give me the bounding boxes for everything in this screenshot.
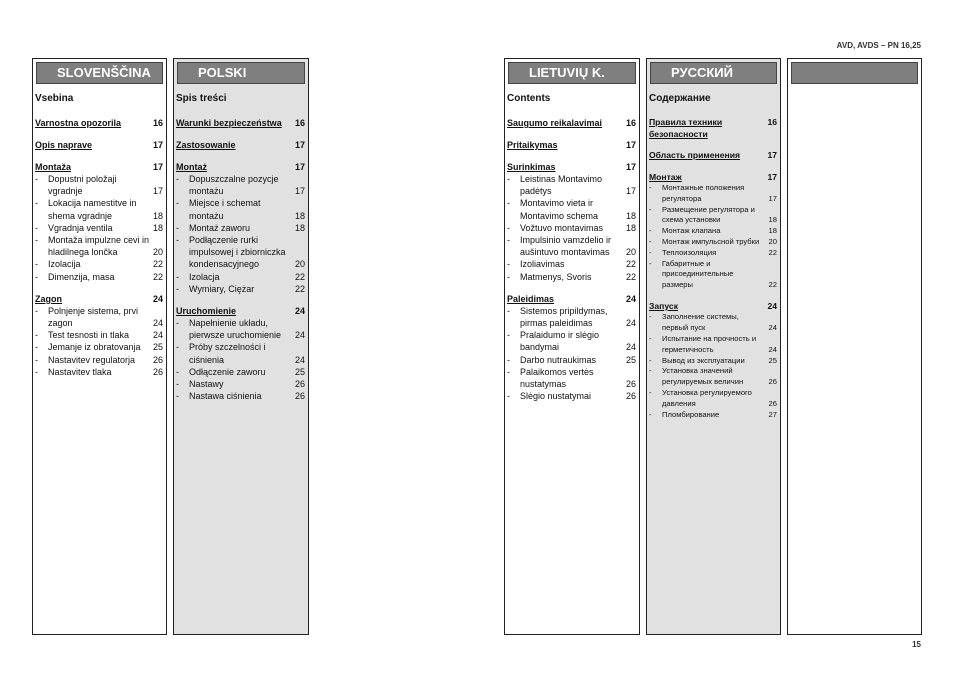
section-page: 24 xyxy=(767,300,777,311)
toc-section[interactable] xyxy=(649,301,777,313)
toc-section[interactable] xyxy=(649,117,777,140)
item-dash: - xyxy=(507,198,510,209)
item-label: Монтаж клапана xyxy=(662,226,721,236)
section-page: 17 xyxy=(152,162,163,172)
item-label: Установка регулируемого давления xyxy=(662,388,752,408)
section-label[interactable]: Правила техники безопасности xyxy=(649,117,723,139)
item-page: 18 xyxy=(152,210,163,221)
item-dash: - xyxy=(176,283,179,294)
toc-item[interactable] xyxy=(649,312,777,334)
toc-item[interactable] xyxy=(35,305,163,329)
toc-item[interactable] xyxy=(649,410,777,421)
toc-body xyxy=(176,93,305,412)
toc-item[interactable] xyxy=(649,183,777,205)
item-page: 20 xyxy=(152,247,163,258)
item-label: Wymiary, Ciężar xyxy=(189,283,255,294)
item-label: Заполнение системы, первый пуск xyxy=(662,312,739,333)
item-label: Vožtuvo montavimas xyxy=(520,222,604,233)
item-label: Испытание на прочность и герметичность xyxy=(662,334,757,354)
toc-item[interactable] xyxy=(507,366,636,390)
toc-item[interactable] xyxy=(35,271,163,283)
item-page: 22 xyxy=(294,283,305,294)
toc-section[interactable] xyxy=(507,161,636,173)
section-page: 17 xyxy=(767,150,777,160)
item-label: Nastavitev regulatorja xyxy=(48,354,136,365)
toc-item[interactable] xyxy=(649,205,777,227)
item-label: Dopustni položaji vgradnje xyxy=(48,174,117,197)
item-dash: - xyxy=(35,259,38,270)
toc-item[interactable] xyxy=(176,197,305,221)
language-heading: LIETUVIŲ K. xyxy=(508,62,636,84)
item-dash: - xyxy=(35,342,38,353)
section-label[interactable]: Surinkimas xyxy=(507,162,556,172)
item-page: 26 xyxy=(294,379,305,390)
item-dash: - xyxy=(507,366,510,377)
toc-item[interactable] xyxy=(35,173,163,197)
item-dash: - xyxy=(176,174,179,184)
item-label: Dopuszczalne pozycje montażu xyxy=(189,174,279,197)
item-page: 26 xyxy=(152,354,163,365)
section-spacer xyxy=(507,283,636,293)
item-page: 18 xyxy=(294,210,305,221)
item-page: 20 xyxy=(625,247,636,258)
section-spacer xyxy=(507,129,636,139)
item-page: 20 xyxy=(768,236,777,246)
section-spacer xyxy=(649,420,777,430)
contents-title: Содержание xyxy=(649,93,711,104)
item-label: Монтажные положения регулятора xyxy=(662,183,745,203)
item-dash: - xyxy=(35,271,38,282)
item-label: Matmenys, Svoris xyxy=(520,271,592,282)
section-page: 24 xyxy=(152,293,163,304)
item-page: 26 xyxy=(768,377,777,387)
item-dash: - xyxy=(649,409,652,419)
toc-item[interactable] xyxy=(507,258,636,270)
section-label[interactable]: Uruchomienie xyxy=(176,306,237,317)
toc-item[interactable] xyxy=(649,259,777,291)
item-page: 24 xyxy=(294,330,305,341)
item-label: Размещение регулятора и схема установки xyxy=(662,204,755,225)
item-dash: - xyxy=(507,174,510,184)
toc-section[interactable] xyxy=(176,139,305,151)
toc-section[interactable] xyxy=(35,161,163,173)
item-label: Test tesnosti in tlaka xyxy=(48,330,130,341)
toc-item[interactable] xyxy=(649,226,777,237)
item-label: Leistinas Montavimo padėtys xyxy=(520,174,603,197)
item-page: 22 xyxy=(768,247,777,257)
item-page: 27 xyxy=(768,409,777,419)
toc-item[interactable] xyxy=(35,234,163,258)
item-page: 22 xyxy=(152,259,163,270)
item-page: 24 xyxy=(768,323,777,333)
section-spacer xyxy=(176,402,305,412)
item-dash: - xyxy=(35,366,38,377)
column-russian xyxy=(646,58,781,635)
item-dash: - xyxy=(649,247,652,257)
item-dash: - xyxy=(649,183,652,192)
section-page: 24 xyxy=(625,293,636,304)
item-page: 26 xyxy=(294,391,305,402)
section-spacer xyxy=(176,129,305,139)
section-page: 17 xyxy=(767,171,777,182)
item-label: Vgradnja ventila xyxy=(48,222,113,233)
item-dash: - xyxy=(176,235,179,246)
item-label: Sistemos pripildymas, pirmas paleidimas xyxy=(520,305,608,329)
item-dash: - xyxy=(35,222,38,233)
section-spacer xyxy=(176,151,305,161)
toc-item[interactable] xyxy=(176,234,305,271)
item-dash: - xyxy=(649,236,652,246)
item-dash: - xyxy=(507,391,510,402)
section-spacer xyxy=(35,129,163,139)
toc-item[interactable] xyxy=(507,390,636,402)
item-label: Miejsce i schemat montażu xyxy=(189,198,261,221)
toc-item[interactable] xyxy=(176,173,305,197)
item-page: 17 xyxy=(625,186,636,197)
section-spacer xyxy=(649,291,777,301)
item-label: Nastavitev tlaka xyxy=(48,366,112,377)
item-dash: - xyxy=(507,354,510,365)
column-slovenscina xyxy=(32,58,167,635)
item-label: Pralaidumo ir slėgio bandymai xyxy=(520,330,600,353)
item-dash: - xyxy=(176,342,179,353)
item-page: 25 xyxy=(768,355,777,365)
item-label: Izolacija xyxy=(48,259,81,270)
item-page: 22 xyxy=(625,259,636,270)
item-label: Montavimo vieta ir Montavimo schema xyxy=(520,198,599,221)
item-dash: - xyxy=(649,204,652,214)
toc-item[interactable] xyxy=(507,329,636,353)
item-label: Вывод из эксплуатации xyxy=(662,355,745,365)
section-label[interactable]: Varnostna opozorila xyxy=(35,118,122,128)
section-label[interactable]: Saugumo reikalavimai xyxy=(507,118,603,128)
toc-section[interactable] xyxy=(507,117,636,129)
item-label: Palaikomos vertės nustatymas xyxy=(520,366,594,390)
item-page: 17 xyxy=(152,186,163,197)
toc-item[interactable] xyxy=(176,390,305,402)
section-page: 17 xyxy=(625,140,636,150)
toc-item[interactable] xyxy=(35,341,163,353)
item-dash: - xyxy=(507,271,510,282)
section-spacer xyxy=(507,151,636,161)
section-spacer xyxy=(507,402,636,412)
item-label: Montaż zaworu xyxy=(189,222,251,233)
toc-item[interactable] xyxy=(649,356,777,367)
contents-title: Vsebina xyxy=(35,93,74,104)
item-dash: - xyxy=(176,198,179,209)
toc-section[interactable] xyxy=(176,305,305,317)
item-label: Установка значений регулируемых величин xyxy=(662,366,744,387)
contents-title: Spis treści xyxy=(176,93,227,104)
item-page: 17 xyxy=(294,186,305,197)
toc-item[interactable] xyxy=(507,173,636,197)
item-dash: - xyxy=(176,271,179,282)
section-label[interactable]: Монтаж xyxy=(649,171,682,182)
item-label: Габаритные и присоединительные размеры xyxy=(662,258,734,290)
item-page: 20 xyxy=(294,259,305,270)
item-label: Jemanje iz obratovanja xyxy=(48,342,141,353)
item-page: 26 xyxy=(152,366,163,377)
toc-item[interactable] xyxy=(507,222,636,234)
item-dash: - xyxy=(507,235,510,246)
item-label: Próby szczelności i ciśnienia xyxy=(189,342,266,365)
item-page: 24 xyxy=(152,318,163,329)
item-dash: - xyxy=(649,355,652,365)
section-page: 17 xyxy=(152,140,163,150)
item-page: 24 xyxy=(152,330,163,341)
column-lietuviu xyxy=(504,58,640,635)
toc-item[interactable] xyxy=(507,197,636,221)
section-page: 24 xyxy=(294,306,305,317)
section-page: 16 xyxy=(767,117,777,127)
item-dash: - xyxy=(176,391,179,402)
section-page: 16 xyxy=(625,118,636,128)
item-label: Dimenzija, masa xyxy=(48,271,115,282)
section-page: 17 xyxy=(625,162,636,172)
item-page: 24 xyxy=(625,318,636,329)
toc-item[interactable] xyxy=(649,237,777,248)
toc-section[interactable] xyxy=(507,293,636,305)
toc-item[interactable] xyxy=(507,305,636,329)
item-dash: - xyxy=(35,354,38,365)
toc-item[interactable] xyxy=(649,366,777,388)
item-label: Odłączenie zaworu xyxy=(189,366,266,377)
toc-item[interactable] xyxy=(35,222,163,234)
section-spacer xyxy=(35,151,163,161)
item-dash: - xyxy=(35,174,38,184)
section-label[interactable]: Область применения xyxy=(649,150,740,160)
toc-item[interactable] xyxy=(176,317,305,341)
column-empty xyxy=(787,58,922,635)
item-page: 18 xyxy=(294,222,305,233)
document-header: AVD, AVDS – PN 16,25 xyxy=(836,41,921,50)
section-spacer xyxy=(649,162,777,172)
section-label[interactable]: Zagon xyxy=(35,293,62,304)
section-label[interactable]: Montaż xyxy=(176,162,207,172)
item-page: 18 xyxy=(768,215,777,225)
toc-item[interactable] xyxy=(35,329,163,341)
section-spacer xyxy=(176,295,305,305)
item-dash: - xyxy=(35,235,38,246)
toc-item[interactable] xyxy=(35,366,163,378)
item-dash: - xyxy=(507,222,510,233)
section-label[interactable]: Pritaikymas xyxy=(507,140,558,150)
language-heading: РУССКИЙ xyxy=(650,62,777,84)
item-page: 22 xyxy=(152,271,163,282)
item-dash: - xyxy=(507,259,510,270)
item-page: 25 xyxy=(152,342,163,353)
toc-section[interactable] xyxy=(507,139,636,151)
toc-item[interactable] xyxy=(507,271,636,283)
item-label: Darbo nutraukimas xyxy=(520,354,597,365)
section-page: 16 xyxy=(152,118,163,128)
item-dash: - xyxy=(649,258,652,268)
toc-item[interactable] xyxy=(176,366,305,378)
item-page: 22 xyxy=(625,271,636,282)
toc-section[interactable] xyxy=(176,117,305,129)
item-page: 18 xyxy=(768,226,777,236)
item-label: Nastawa ciśnienia xyxy=(189,391,262,402)
item-label: Теплоизоляция xyxy=(662,247,717,257)
toc-item[interactable] xyxy=(649,334,777,356)
item-label: Polnjenje sistema, prvi zagon xyxy=(48,305,139,329)
item-page: 18 xyxy=(152,222,163,233)
toc-body xyxy=(507,93,636,412)
item-page: 17 xyxy=(768,193,777,203)
section-label[interactable]: Montaža xyxy=(35,162,71,172)
item-page: 25 xyxy=(294,366,305,377)
section-label[interactable]: Zastosowanie xyxy=(176,140,236,150)
language-heading: POLSKI xyxy=(177,62,305,84)
item-page: 22 xyxy=(768,280,777,290)
item-label: Podłączenie rurki impulsowej i zbiorniczka kondensacyjnego xyxy=(189,235,286,270)
toc-section[interactable] xyxy=(176,161,305,173)
section-label[interactable]: Warunki bezpieczeństwa xyxy=(176,118,282,128)
item-dash: - xyxy=(649,226,652,236)
item-dash: - xyxy=(507,330,510,341)
section-spacer xyxy=(649,140,777,150)
item-label: Монтаж импульсной трубки xyxy=(662,236,760,246)
section-page: 16 xyxy=(294,118,305,128)
toc-section[interactable] xyxy=(649,172,777,184)
empty-heading xyxy=(791,62,918,84)
item-dash: - xyxy=(176,318,179,329)
item-page: 18 xyxy=(625,222,636,233)
section-label[interactable]: Запуск xyxy=(649,300,678,311)
section-page: 17 xyxy=(294,140,305,150)
item-dash: - xyxy=(35,330,38,341)
item-dash: - xyxy=(176,366,179,377)
item-page: 26 xyxy=(625,391,636,402)
item-dash: - xyxy=(35,198,38,209)
toc-item[interactable] xyxy=(176,271,305,283)
item-label: Nastawy xyxy=(189,379,224,390)
item-dash: - xyxy=(649,366,652,376)
section-spacer xyxy=(35,378,163,388)
item-dash: - xyxy=(649,312,652,322)
item-label: Izolacja xyxy=(189,271,220,282)
item-label: Impulsinio vamzdelio ir aušintuvo montavimas xyxy=(520,235,612,258)
toc-section[interactable] xyxy=(35,139,163,151)
toc-item[interactable] xyxy=(176,378,305,390)
toc-item[interactable] xyxy=(35,258,163,270)
item-page: 22 xyxy=(294,271,305,282)
column-polski xyxy=(173,58,309,635)
section-page: 17 xyxy=(294,162,305,172)
toc-item[interactable] xyxy=(176,283,305,295)
toc-item[interactable] xyxy=(507,234,636,258)
item-page: 24 xyxy=(768,344,777,354)
toc-body xyxy=(649,93,777,430)
item-label: Montaža impulzne cevi in hladilnega lončka xyxy=(48,235,150,258)
item-page: 25 xyxy=(625,354,636,365)
toc-item[interactable] xyxy=(35,354,163,366)
toc-item[interactable] xyxy=(507,354,636,366)
item-dash: - xyxy=(507,305,510,316)
section-label[interactable]: Opis naprave xyxy=(35,140,93,150)
toc-item[interactable] xyxy=(35,197,163,221)
language-heading: SLOVENŠČINA xyxy=(36,62,163,84)
toc-section[interactable] xyxy=(35,293,163,305)
section-spacer xyxy=(35,283,163,293)
toc-item[interactable] xyxy=(649,388,777,410)
item-page: 26 xyxy=(768,398,777,408)
item-dash: - xyxy=(35,305,38,316)
item-dash: - xyxy=(176,379,179,390)
toc-item[interactable] xyxy=(176,341,305,365)
item-page: 26 xyxy=(625,379,636,390)
item-label: Lokacija namestitve in shema vgradnje xyxy=(48,198,137,221)
item-page: 24 xyxy=(294,354,305,365)
toc-section[interactable] xyxy=(649,150,777,162)
item-label: Пломбирование xyxy=(662,409,720,419)
page-number: 15 xyxy=(912,640,921,649)
item-dash: - xyxy=(649,334,652,344)
item-label: Izoliavimas xyxy=(520,259,565,270)
item-dash: - xyxy=(176,222,179,233)
toc-item[interactable] xyxy=(176,222,305,234)
toc-section[interactable] xyxy=(35,117,163,129)
toc-body xyxy=(35,93,163,388)
item-label: Slėgio nustatymai xyxy=(520,391,592,402)
item-page: 18 xyxy=(625,210,636,221)
item-dash: - xyxy=(649,388,652,398)
toc-item[interactable] xyxy=(649,248,777,259)
item-page: 24 xyxy=(625,342,636,353)
contents-title: Contents xyxy=(507,93,551,104)
section-label[interactable]: Paleidimas xyxy=(507,293,555,304)
item-label: Napełnienie układu, pierwsze uruchomienie xyxy=(189,318,282,341)
